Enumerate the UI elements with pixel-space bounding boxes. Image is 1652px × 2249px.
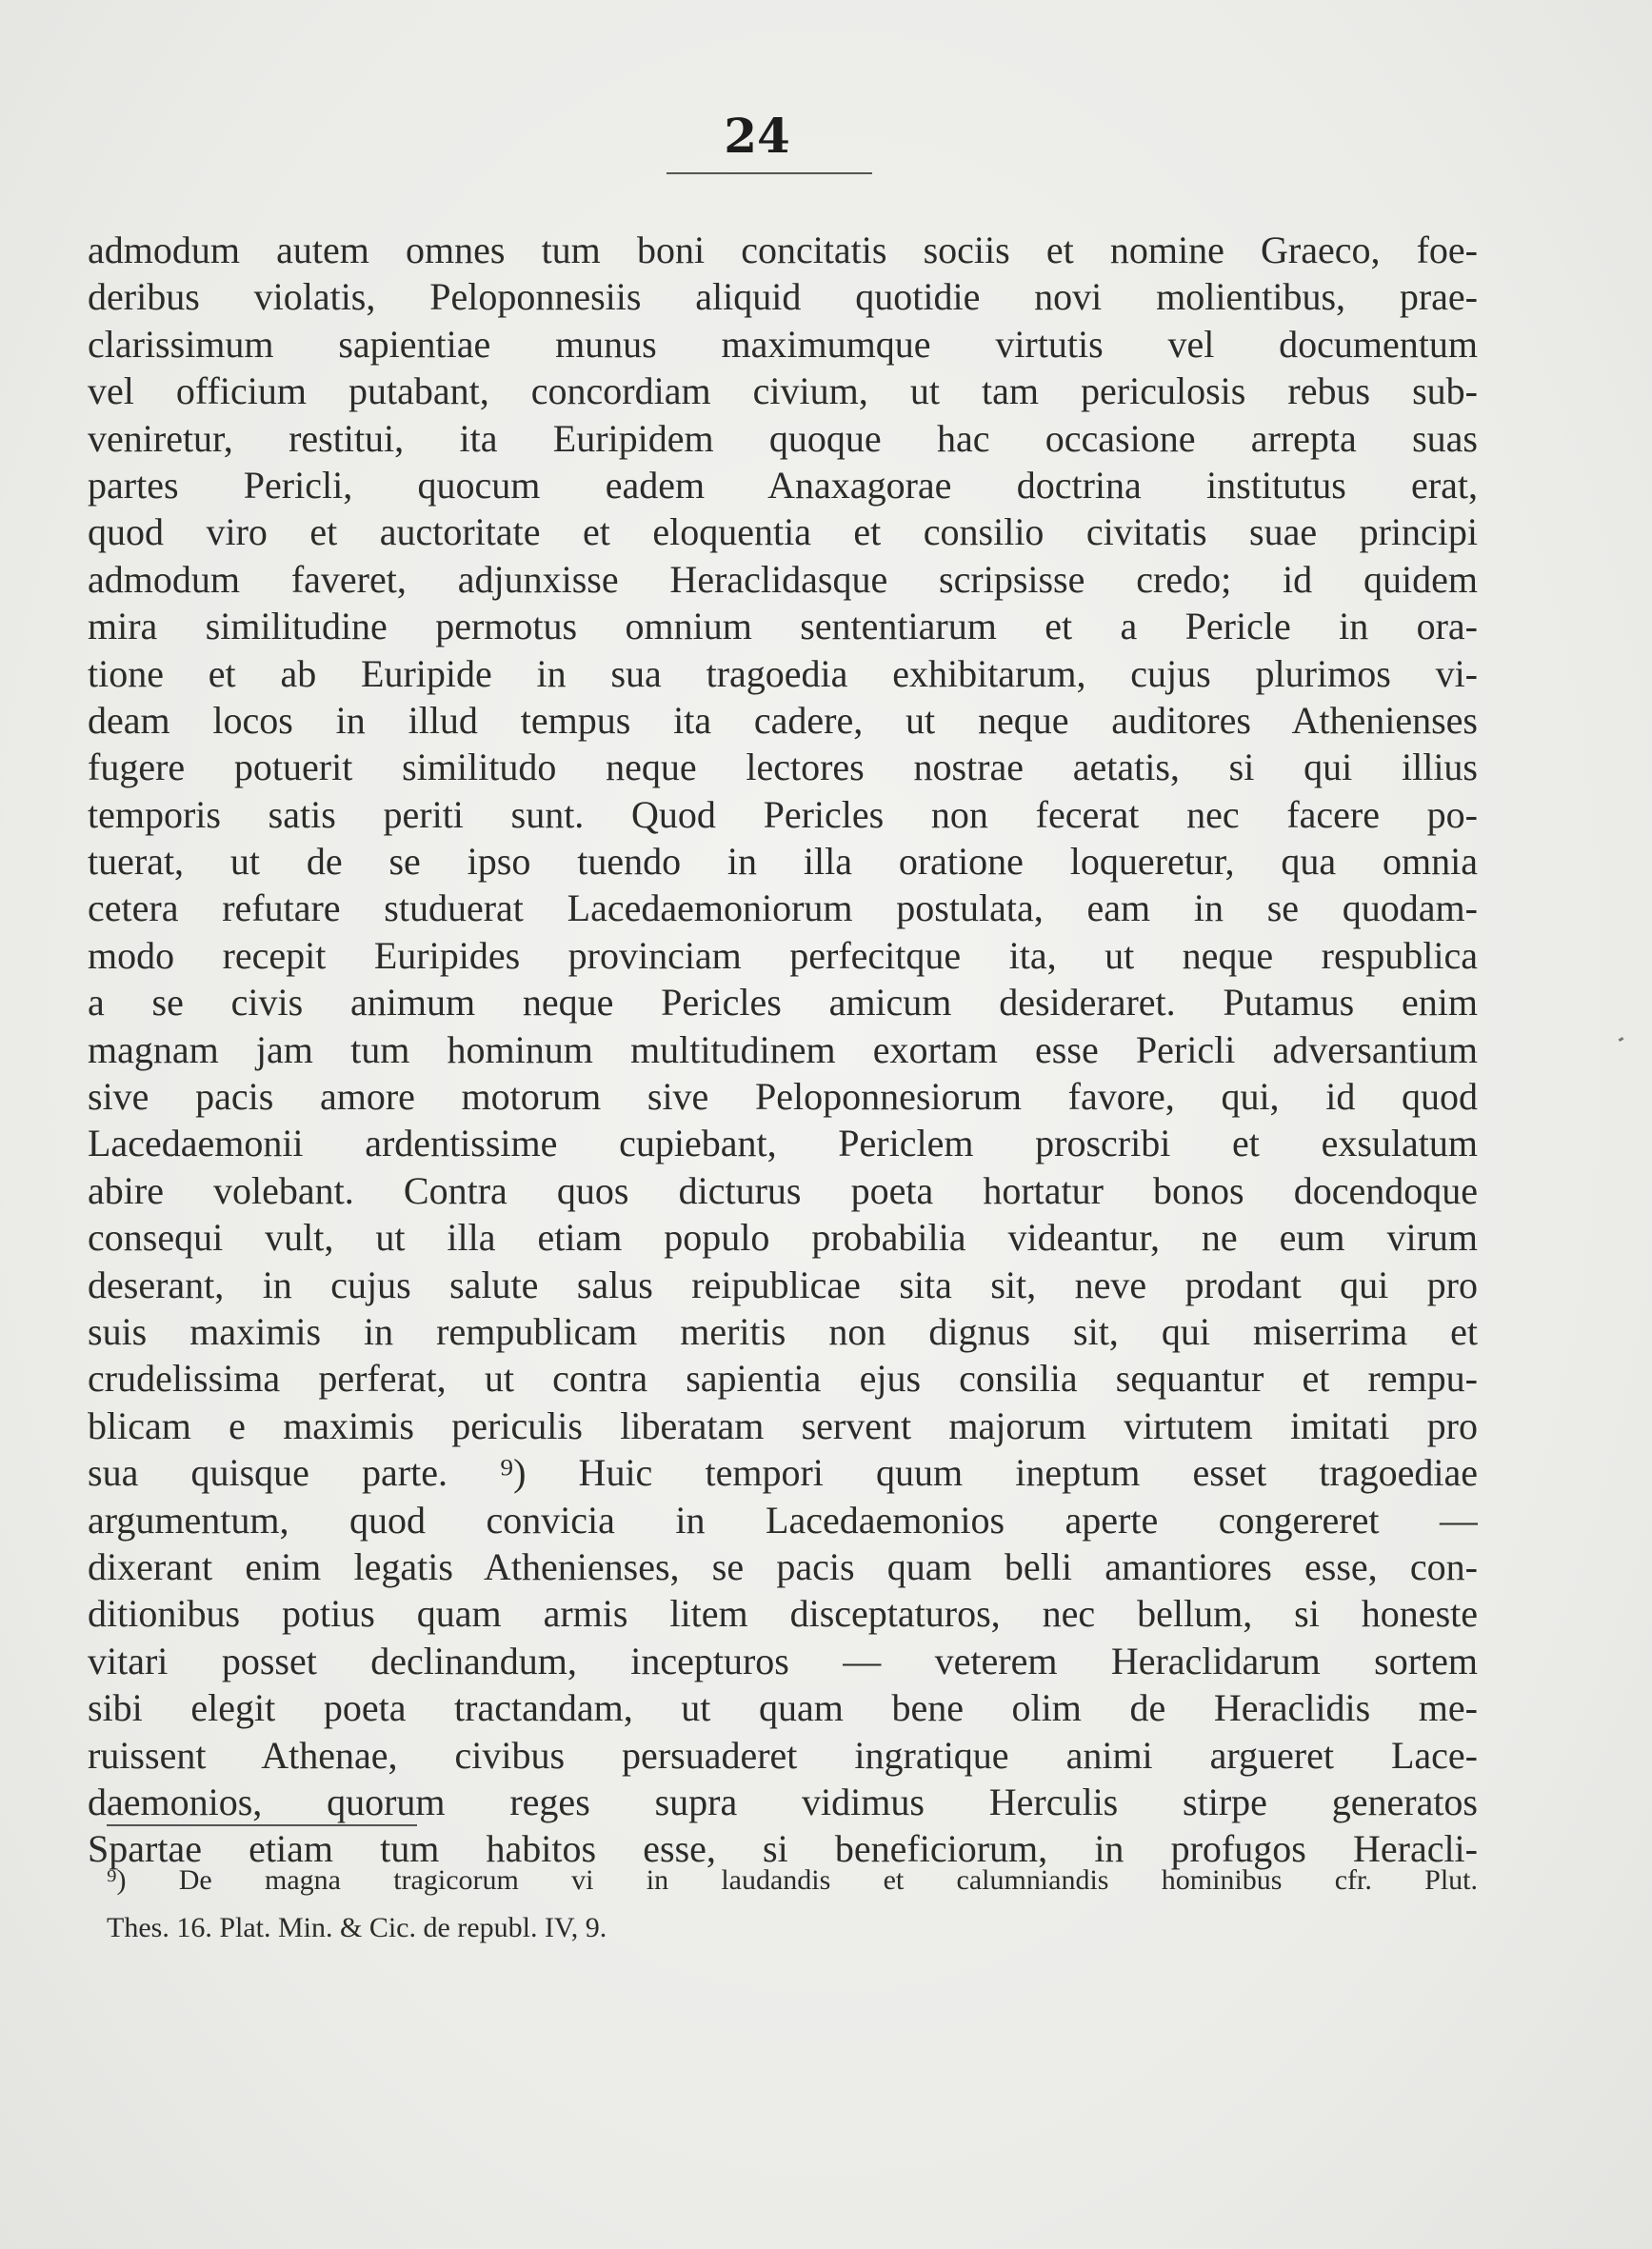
header-rule	[667, 172, 872, 174]
footnote-rule	[107, 1824, 417, 1826]
body-line: clarissimum sapientiae munus maximumque virtutis vel documentum	[88, 322, 1478, 366]
body-line: fugere potuerit similitudo neque lectores nostrae aetatis, si qui illius	[88, 746, 1478, 789]
body-line: ruissent Athenae, civibus persuaderet ingratique animi argueret Lace-	[88, 1733, 1478, 1777]
body-line: quod viro et auctoritate et eloquentia et consilio civitatis suae principi	[88, 510, 1478, 554]
body-line: sua quisque parte. ⁹) Huic tempori quum ineptum esset tragoediae	[88, 1451, 1478, 1495]
body-line: admodum faveret, adjunxisse Heraclidasque scripsisse credo; id quidem	[88, 557, 1478, 601]
body-line: Lacedaemonii ardentissime cupiebant, Periclem proscribi et exsulatum	[88, 1122, 1478, 1165]
body-line: deserant, in cujus salute salus reipublicae sita sit, neve prodant qui pro	[88, 1263, 1478, 1306]
footnotes	[107, 1857, 1478, 1952]
body-line: argumentum, quod convicia in Lacedaemonios aperte congereret —	[88, 1498, 1478, 1542]
body-line: veniretur, restitui, ita Euripidem quoque hac occasione arrepta suas	[88, 416, 1478, 460]
body-line: mira similitudine permotus omnium sententiarum et a Pericle in ora-	[88, 605, 1478, 648]
body-line: magnam jam tum hominum multitudinem exortam esse Pericli adversantium	[88, 1027, 1478, 1071]
body-line: cetera refutare studuerat Lacedaemoniorum postulata, eam in se quodam-	[88, 886, 1478, 930]
body-line: admodum autem omnes tum boni concitatis sociis et nomine Graeco, foe-	[88, 229, 1478, 271]
body-line: deribus violatis, Peloponnesiis aliquid quotidie novi molientibus, prae-	[88, 275, 1478, 319]
footnote-line: ⁹) De magna tragicorum vi in laudandis et calumniandis hominibus cfr. Plut.	[107, 1864, 1478, 1896]
body-line: sibi elegit poeta tractandam, ut quam bene olim de Heraclidis me-	[88, 1686, 1478, 1730]
body-line: tuerat, ut de se ipso tuendo in illa oratione loqueretur, qua omnia	[88, 840, 1478, 884]
body-line: blicam e maximis periculis liberatam servent majorum virtutem imitati pro	[88, 1403, 1478, 1447]
body-line: partes Pericli, quocum eadem Anaxagorae doctrina institutus erat,	[88, 463, 1478, 507]
body-line: suis maximis in rempublicam meritis non dignus sit, qui miserrima et	[88, 1309, 1478, 1353]
body-line: consequi vult, ut illa etiam populo probabilia videantur, ne eum virum	[88, 1216, 1478, 1260]
body-line: abire volebant. Contra quos dicturus poeta hortatur bonos docendoque	[88, 1168, 1478, 1212]
body-line: dixerant enim legatis Athenienses, se pacis quam belli amantiores esse, con-	[88, 1544, 1478, 1588]
body-line: Spartae etiam tum habitos esse, si beneficiorum, in profugos Heracli-	[88, 1827, 1478, 1871]
body-line: a se civis animum neque Pericles amicum desideraret. Putamus enim	[88, 981, 1478, 1025]
body-line: temporis satis periti sunt. Quod Pericles non fecerat nec facere po-	[88, 792, 1478, 836]
body-line: vel officium putabant, concordiam civium, ut tam periculosis rebus sub-	[88, 369, 1478, 413]
body-line: modo recepit Euripides provinciam perfecitque ita, ut neque respublica	[88, 933, 1478, 977]
body-line: sive pacis amore motorum sive Peloponnesiorum favore, qui, id quod	[88, 1075, 1478, 1119]
body-line: deam locos in illud tempus ita cadere, ut neque auditores Athenienses	[88, 698, 1478, 742]
margin-speck	[1619, 1037, 1624, 1042]
body-line: vitari posset declinandum, incepturos — veterem Heraclidarum sortem	[88, 1639, 1478, 1682]
body-line: crudelissima perferat, ut contra sapientia ejus consilia sequantur et rempu-	[88, 1357, 1478, 1401]
page-number: 24	[724, 108, 790, 164]
body-line: tione et ab Euripide in sua tragoedia exhibitarum, cujus plurimos vi-	[88, 651, 1478, 695]
footnote-line: Thes. 16. Plat. Min. & Cic. de republ. IV, 9.	[107, 1912, 607, 1943]
body-line: daemonios, quorum reges supra vidimus Herculis stirpe generatos	[88, 1780, 1478, 1823]
body-text	[88, 227, 1478, 1873]
body-line: ditionibus potius quam armis litem disceptaturos, nec bellum, si honeste	[88, 1592, 1478, 1636]
